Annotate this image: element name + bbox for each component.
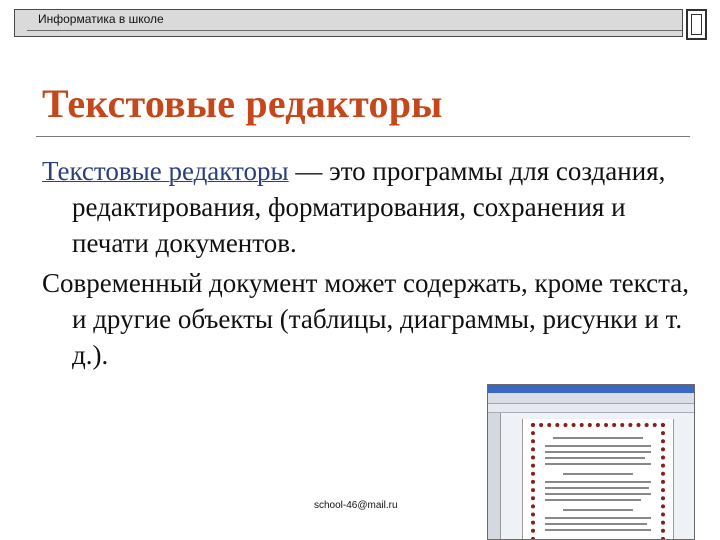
slide-title: Текстовые редакторы [42, 81, 443, 126]
corner-decoration [686, 9, 707, 40]
thumb-text-line [545, 463, 651, 465]
thumb-text-line [545, 517, 651, 519]
header-bar [14, 9, 683, 37]
word-processor-screenshot [487, 384, 695, 540]
thumb-text-line [545, 445, 651, 447]
thumb-text-line [545, 523, 647, 525]
thumb-text-line [545, 487, 649, 489]
objects-paragraph: Современный документ может содержать, кроме текста, и другие объекты (таблицы, диаграммы, рисунки и т. д.). [42, 268, 689, 370]
thumb-format-toolbar [488, 404, 694, 413]
title-divider [36, 136, 690, 137]
thumb-sidebar [488, 413, 501, 539]
footer-email: school-46@mail.ru [314, 500, 398, 511]
thumb-toolbar [488, 393, 694, 404]
thumb-text-line [545, 457, 645, 459]
thumb-text-line [563, 473, 633, 475]
thumb-titlebar [488, 385, 694, 393]
corner-decoration-inner [691, 14, 702, 35]
definition-text: — это программы для создания, редактирования, форматирования, сохранения и печати документов. [72, 156, 666, 258]
definition-paragraph [42, 153, 692, 261]
term-link[interactable]: Текстовые редакторы [42, 156, 289, 186]
thumb-document-page [522, 419, 674, 540]
slide-body [42, 153, 692, 377]
thumb-text-line [545, 481, 651, 483]
thumb-text-line [545, 499, 641, 501]
thumb-text-line [553, 437, 643, 439]
thumb-text-line [545, 493, 651, 495]
thumb-text-line [563, 509, 633, 511]
thumb-text-line [545, 451, 651, 453]
course-title: Информатика в школе [38, 12, 164, 26]
header-divider [27, 30, 682, 31]
thumb-text-line [545, 529, 651, 531]
